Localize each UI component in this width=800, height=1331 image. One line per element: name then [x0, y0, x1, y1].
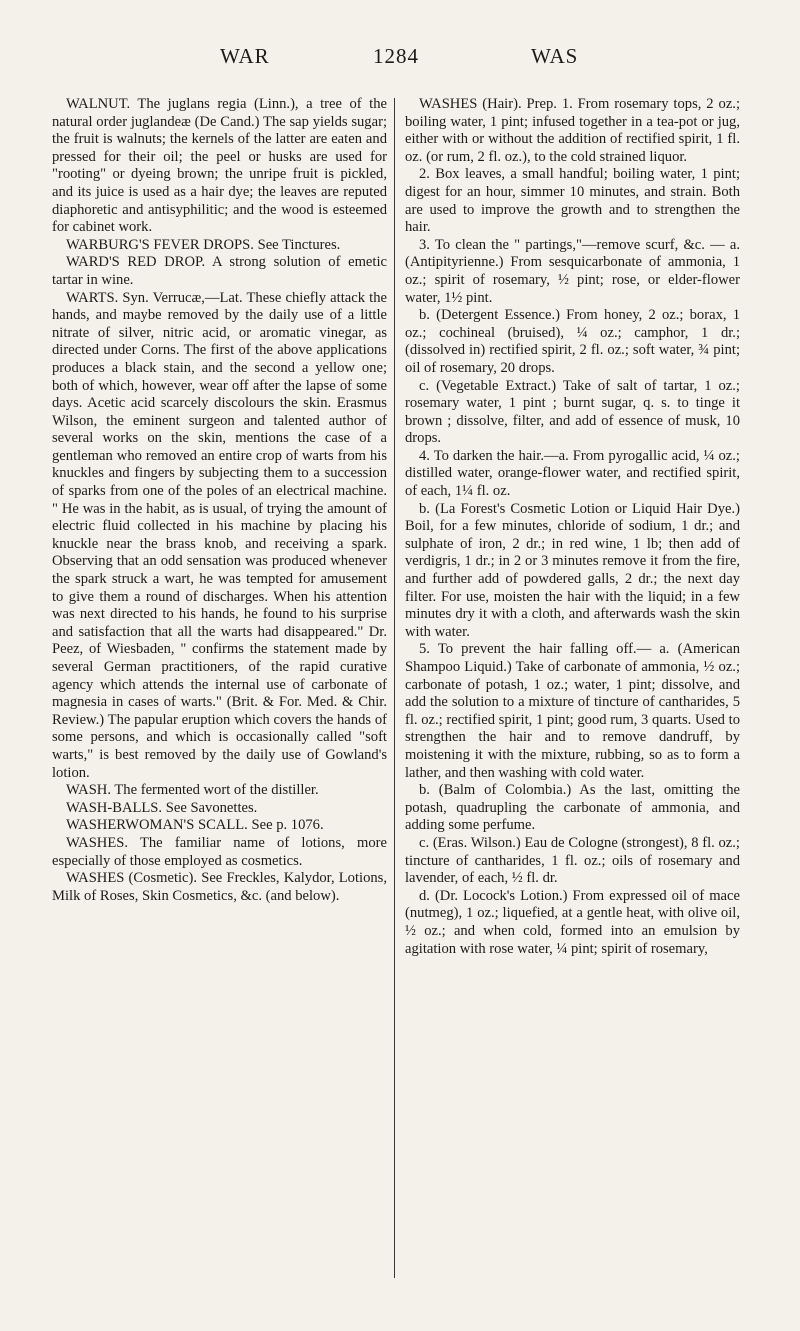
entry-washes-hair: WASHES (Hair). Prep. 1. From rosemary tops, 2 oz.; boiling water, 1 pint; infused together in a tea-pot or jug, either with or without the addition of rectified spirit, 1 fl. oz. (or rum, 2 fl. oz.), to the cold strained liquor. — [405, 96, 740, 165]
entry-washes-cosmetic: WASHES (Cosmetic). See Freckles, Kalydor, Lotions, Milk of Roses, Skin Cosmetics, &c. (and below). — [52, 870, 387, 904]
header-left-guideword: WAR — [220, 44, 270, 68]
entry-warburgs-fever-drops: WARBURG'S FEVER DROPS. See Tinctures. — [66, 236, 341, 253]
paragraph: 2. Box leaves, a small handful; boiling water, 1 pint; digest for an hour, simmer 10 minutes, and strain. Both are used to improve the growth and to strengthen the hair. — [405, 166, 740, 236]
entry-wash-balls: WASH-BALLS. See Savonettes. — [66, 799, 258, 816]
paragraph: b. (Balm of Colombia.) As the last, omitting the potash, quadrupling the carbonate of ammonia, and adding some perfume. — [405, 782, 740, 834]
paragraph: b. (Detergent Essence.) From honey, 2 oz.; borax, 1 oz.; cochineal (bruised), ¼ oz.; camphor, 1 dr.; (dissolved in) rectified spirit, 2 fl. oz.; soft water, ¾ pint; oil of rosemary, 20 drops. — [405, 307, 740, 376]
paragraph: d. (Dr. Locock's Lotion.) From expressed oil of mace (nutmeg), 1 oz.; liquefied, at a gentle heat, with olive oil, ½ oz.; and when cold, formed into an emulsion by agitation with rose water, ¼ pint; spirit of rosemary, — [405, 887, 740, 957]
entry-warts: WARTS. Syn. Verrucæ,—Lat. These chiefly attack the hands, and maybe removed by the daily use of a little nitrate of silver, nitric acid, or aromatic vinegar, as directed under Corns. The first of the above applications produces a black stain, and the second a yellow one; both of which, however, wear off after the lapse of some days. Acetic acid scarcely discolours the skin. Erasmus Wilson, the eminent surgeon and talented author of several works on the skin, mentions the case of a gentleman who removed an entire crop of warts from his knuckles and fingers by subjecting them to a succession of sparks from one of the poles of an electrical machine. " He was in the habit, as is usual, of trying the amount of electric fluid collected in his machine by placing his knuckle near the brass knob, and receiving a spark. Observing that an odd sensation was produced whenever the spark struck a wart, he was tempted for amusement to give them a round of discharges. When his attention was next directed to his hands, he found to his surprise and satisfaction that all the warts had disappeared." Dr. Peez, of Wiesbaden, " confirms the statement made by several German practitioners, of the rapid curative agency which attends the internal use of carbonate of magnesia in cases of warts." (Brit. & For. Med. & Chir. Review.) The papular eruption which covers the hands of some persons, and which is occasionally called "soft warts," is best removed by the daily use of Gowland's lotion. — [52, 289, 387, 781]
page-number: 1284 — [373, 44, 419, 68]
header-right-guideword: WAS — [531, 44, 579, 68]
paragraph: b. (La Forest's Cosmetic Lotion or Liquid Hair Dye.) Boil, for a few minutes, chloride of sodium, 1 dr.; and sulphate of iron, 2 dr.; in red wine, 1 lb; then add of verdigris, 1 dr.; in 2 or 3 minutes remove it from the fire, and further add of powdered galls, 2 dr.; the next day filter. For use, moisten the hair with the liquid; in a few minutes dry it with a cloth, and afterwards wash the skin with water. — [405, 500, 740, 640]
entry-walnut: WALNUT. The juglans regia (Linn.), a tree of the natural order juglandeæ (De Cand.) The sap yields sugar; the fruit is walnuts; the kernels of the latter are eaten and pressed for their oil; the peel or husks are used for "rooting" or dyeing brown; the unripe fruit is pickled, and its juice is used as a hair dye; the leaves are reputed diaphoretic and antisyphilitic; and the wood is esteemed for cabinet work. — [52, 96, 387, 236]
column-divider — [394, 98, 395, 1278]
entry-washerwomans-scall: WASHERWOMAN'S SCALL. See p. 1076. — [66, 817, 324, 834]
paragraph: 5. To prevent the hair falling off.— a. (American Shampoo Liquid.) Take of carbonate of ammonia, ½ oz.; carbonate of potash, 1 oz.; water, 1 pint; dissolve, and add the solution to a mixture of tincture of cantharides, 5 fl. oz.; rectified spirit, 1 pint; good rum, 3 quarts. Used to strengthen the hair and to remove dandruff, by moistening it with the mixture, rubbing, so as to form a lather, and then washing with cold water. — [405, 641, 740, 781]
paragraph: c. (Vegetable Extract.) Take of salt of tartar, 1 oz.; rosemary water, 1 pint ; burnt sugar, q. s. to tinge it brown ; dissolve, filter, and add of essence of musk, 10 drops. — [405, 377, 740, 447]
entry-wash: WASH. The fermented wort of the distiller. — [66, 782, 319, 799]
left-column — [52, 96, 387, 905]
running-header — [0, 44, 800, 72]
paragraph: 3. To clean the " partings,"—remove scurf, &c. — a. (Antipityrienne.) From sesquicarbonate of ammonia, 1 oz.; spirit of rosemary, ½ pint; rose, or elder-flower water, 1½ pint. — [405, 236, 740, 306]
paragraph: c. (Eras. Wilson.) Eau de Cologne (strongest), 8 fl. oz.; tincture of cantharides, 1 fl. oz.; oils of rosemary and lavender, of each, ½ fl. dr. — [405, 834, 740, 887]
entry-wards-red-drop: WARD'S RED DROP. A strong solution of emetic tartar in wine. — [52, 254, 387, 288]
right-column — [405, 96, 740, 958]
entry-washes: WASHES. The familiar name of lotions, more especially of those employed as cosmetics. — [52, 834, 387, 869]
paragraph: 4. To darken the hair.—a. From pyrogallic acid, ¼ oz.; distilled water, orange-flower water, and rectified spirit, of each, 1¼ fl. oz. — [405, 447, 740, 500]
